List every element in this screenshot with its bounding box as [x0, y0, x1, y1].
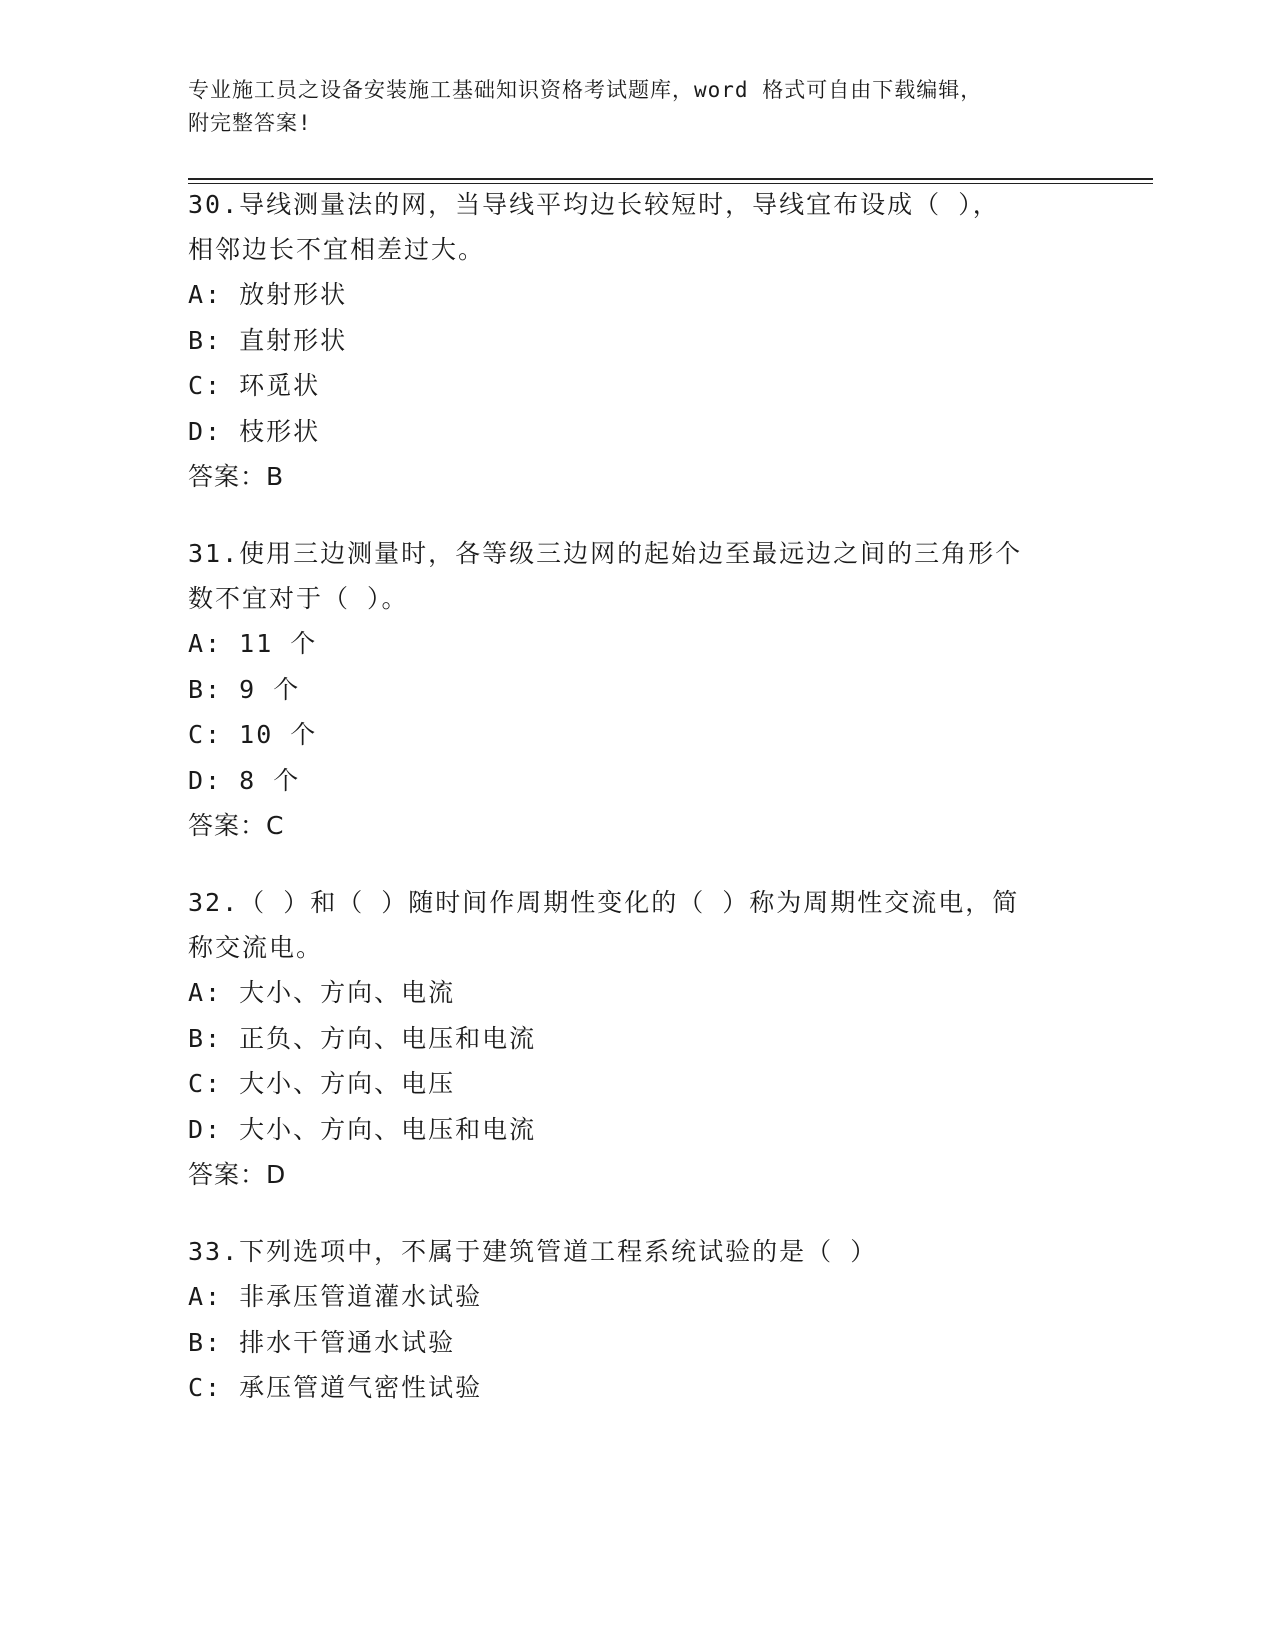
option-d: D: 枝形状 [188, 416, 321, 446]
question-stem-line: 数不宜对于（ ）。 [188, 584, 409, 613]
option-c: C: 环觅状 [188, 371, 321, 400]
question-stem [188, 880, 1088, 970]
answer: 答案：B [188, 462, 285, 491]
question-stem [188, 1229, 1088, 1274]
question-stem-line: 33.下列选项中，不属于建筑管道工程系统试验的是（ ） [188, 1237, 878, 1266]
header-title-line-1: 专业施工员之设备安装施工基础知识资格考试题库，word 格式可自由下载编辑， [188, 78, 983, 102]
option-b: B: 排水干管通水试验 [188, 1327, 456, 1357]
question-33 [188, 1229, 1088, 1411]
question-stem-line: 32.（ ）和（ ）随时间作周期性变化的（ ）称为周期性交流电，简 [188, 888, 1020, 917]
question-stem [188, 531, 1088, 621]
question-stem-line: 相邻边长不宜相差过大。 [188, 235, 486, 264]
answer: 答案：C [188, 811, 285, 840]
option-d: D: 8 个 [188, 765, 301, 795]
question-32 [188, 880, 1088, 1197]
option-a: A: 非承压管道灌水试验 [188, 1282, 483, 1311]
question-stem-line: 30.导线测量法的网，当导线平均边长较短时，导线宜布设成（ ）， [188, 190, 1000, 219]
question-30 [188, 182, 1088, 499]
question-stem [188, 182, 1088, 272]
option-b: B: 9 个 [188, 674, 301, 704]
answer: 答案：D [188, 1160, 287, 1189]
option-d: D: 大小、方向、电压和电流 [188, 1114, 537, 1144]
header-title-line-2: 附完整答案! [188, 111, 312, 135]
header-divider-thick [188, 178, 1153, 180]
option-b: B: 正负、方向、电压和电流 [188, 1023, 537, 1053]
question-stem-line: 称交流电。 [188, 933, 324, 962]
option-c: C: 承压管道气密性试验 [188, 1373, 483, 1402]
option-a: A: 放射形状 [188, 280, 348, 309]
option-a: A: 11 个 [188, 629, 318, 658]
question-stem-line: 31.使用三边测量时，各等级三边网的起始边至最远边之间的三角形个 [188, 539, 1023, 568]
option-c: C: 10 个 [188, 720, 318, 749]
document-header [188, 74, 1088, 140]
question-31 [188, 531, 1088, 848]
option-a: A: 大小、方向、电流 [188, 978, 456, 1007]
option-c: C: 大小、方向、电压 [188, 1069, 456, 1098]
option-b: B: 直射形状 [188, 325, 348, 355]
